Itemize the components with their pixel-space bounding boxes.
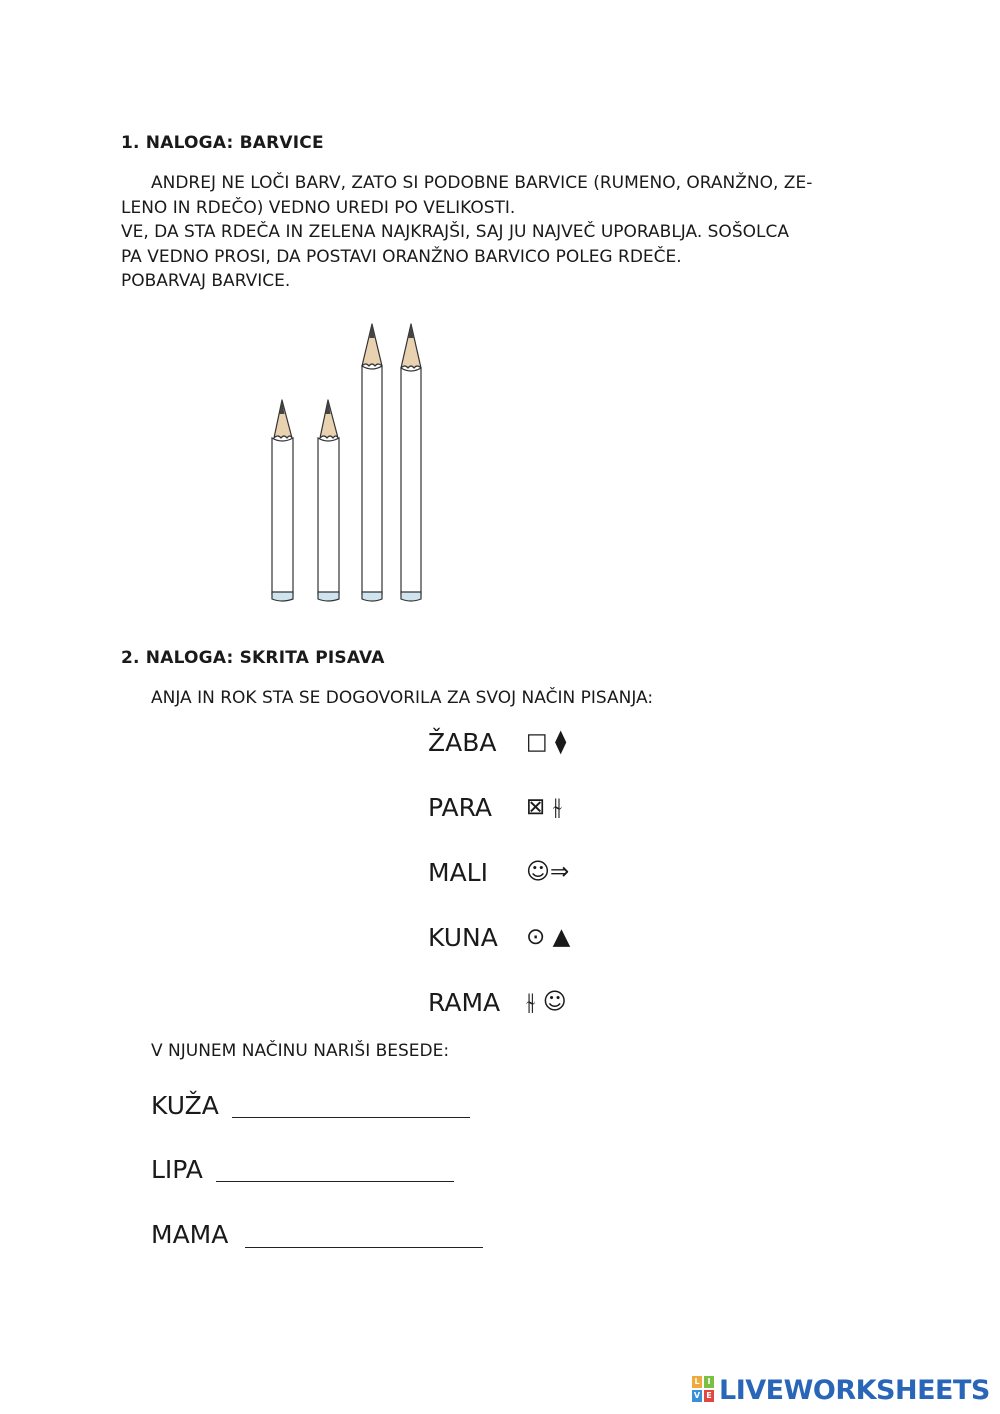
task2-heading: 2. NALOGA: SKRITA PISAVA [121,648,385,668]
code-word: KUNA [428,923,498,952]
logo-text: LIVEWORKSHEETS [719,1374,990,1406]
task2-instruction: V NJUNEM NAČINU NARIŠI BESEDE: [151,1041,450,1061]
pencil-3[interactable] [362,324,382,601]
code-word: PARA [428,793,493,822]
code-symbols: ⊠ ⫳ [526,794,562,820]
exercise-word-mama: MAMA [151,1220,229,1249]
exercise-word-lipa: LIPA [151,1155,203,1184]
answer-line-lipa[interactable] [216,1181,454,1182]
code-symbols: □ ⧫ [526,729,567,755]
logo-letter: V [693,1391,701,1400]
code-symbols: ⊙ ▲ [526,924,571,950]
exercise-word-kuza: KUŽA [151,1091,219,1120]
pencil-1[interactable] [272,400,293,601]
task1-heading: 1. NALOGA: BARVICE [121,133,324,153]
answer-line-mama[interactable] [245,1247,483,1248]
code-symbols: ⫳ ☺ [526,989,567,1015]
task1-line: POBARVAJ BARVICE. [121,271,291,291]
code-word: MALI [428,858,488,887]
task1-line: ANDREJ NE LOČI BARV, ZATO SI PODOBNE BARVICE (RUMENO, ORANŽNO, ZE- [151,173,813,193]
task1-line: VE, DA STA RDEČA IN ZELENA NAJKRAJŠI, SAJ JU NAJVEČ UPORABLJA. SOŠOLCA [121,222,789,242]
task1-line: PA VEDNO PROSI, DA POSTAVI ORANŽNO BARVICO POLEG RDEČE. [121,246,682,267]
logo-mark-icon [692,1376,716,1404]
liveworksheets-logo [692,1372,990,1408]
pencil-2[interactable] [318,400,339,601]
code-word: ŽABA [428,728,497,757]
pencil-4[interactable] [401,324,421,601]
logo-letter: I [704,1376,714,1388]
pencils-illustration [268,320,428,610]
code-symbols: ☺⇒ [526,859,570,885]
task1-line: LENO IN RDEČO) VEDNO UREDI PO VELIKOSTI. [121,197,516,218]
task1-text [121,171,901,294]
logo-letter: E [704,1390,714,1402]
code-word: RAMA [428,988,501,1017]
logo-letter: L [692,1376,702,1388]
answer-line-kuza[interactable] [232,1117,470,1118]
task2-intro: ANJA IN ROK STA SE DOGOVORILA ZA SVOJ NAČIN PISANJA: [151,688,654,708]
